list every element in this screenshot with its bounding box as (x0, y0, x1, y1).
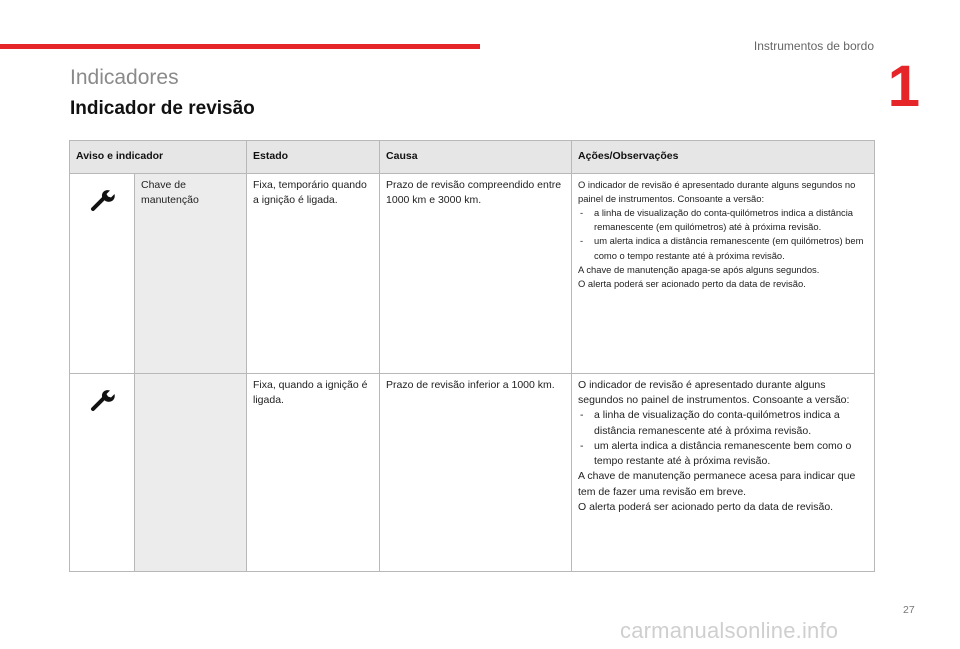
indicator-label: Chave de manutenção (135, 174, 247, 374)
estado-cell: Fixa, quando a ignição é ligada. (247, 374, 380, 572)
wrench-icon (87, 384, 117, 414)
watermark: carmanualsonline.info (620, 618, 839, 643)
causa-cell: Prazo de revisão inferior a 1000 km. (380, 374, 572, 572)
table-row (70, 174, 875, 374)
wrench-icon (87, 184, 117, 214)
acoes-note: O alerta poderá ser acionado perto da data de revisão. (578, 500, 834, 513)
column-header-estado: Estado (247, 141, 380, 174)
acoes-intro: O indicador de revisão é apresentado durante alguns segundos no painel de instrumentos. Consoante a versão: (578, 179, 856, 205)
acoes-note: A chave de manutenção apaga-se após alguns segundos. (578, 263, 820, 275)
acoes-bullet: - a linha de visualização do conta-quilómetros indica a distância remanescente (em quilómetros) até à próxima revisão. (578, 206, 871, 234)
column-header-acoes: Ações/Observações (572, 141, 875, 174)
acoes-bullet: - um alerta indica a distância remanescente (em quilómetros) bem como o tempo restante até à próxima revisão. (578, 234, 871, 262)
acoes-cell (572, 374, 875, 572)
causa-cell: Prazo de revisão compreendido entre 1000 km e 3000 km. (380, 174, 572, 374)
icon-cell (70, 374, 135, 572)
page-number: 27 (903, 604, 915, 616)
icon-cell (70, 174, 135, 374)
chapter-number: 1 (887, 54, 920, 119)
service-indicator-table (69, 140, 875, 572)
chapter-header-title: Instrumentos de bordo (753, 39, 874, 53)
table-row (70, 374, 875, 572)
acoes-cell (572, 174, 875, 374)
red-header-bar (0, 44, 480, 49)
acoes-bullet: - a linha de visualização do conta-quilómetros indica a distância remanescente até à próxima revisão. (578, 408, 868, 438)
subsection-title: Indicador de revisão (70, 98, 255, 119)
section-title: Indicadores (70, 66, 179, 89)
acoes-note: O alerta poderá ser acionado perto da data de revisão. (578, 277, 806, 289)
indicator-label (135, 374, 247, 572)
table-header-row (70, 141, 875, 174)
estado-cell: Fixa, temporário quando a ignição é ligada. (247, 174, 380, 374)
acoes-bullet: - um alerta indica a distância remanescente bem como o tempo restante até à próxima revisão. (578, 439, 868, 469)
column-header-causa: Causa (380, 141, 572, 174)
acoes-note: A chave de manutenção permanece acesa para indicar que tem de fazer uma revisão em breve. (578, 470, 856, 498)
acoes-intro: O indicador de revisão é apresentado durante alguns segundos no painel de instrumentos. Consoante a versão: (578, 379, 850, 407)
column-header-aviso: Aviso e indicador (70, 141, 247, 174)
